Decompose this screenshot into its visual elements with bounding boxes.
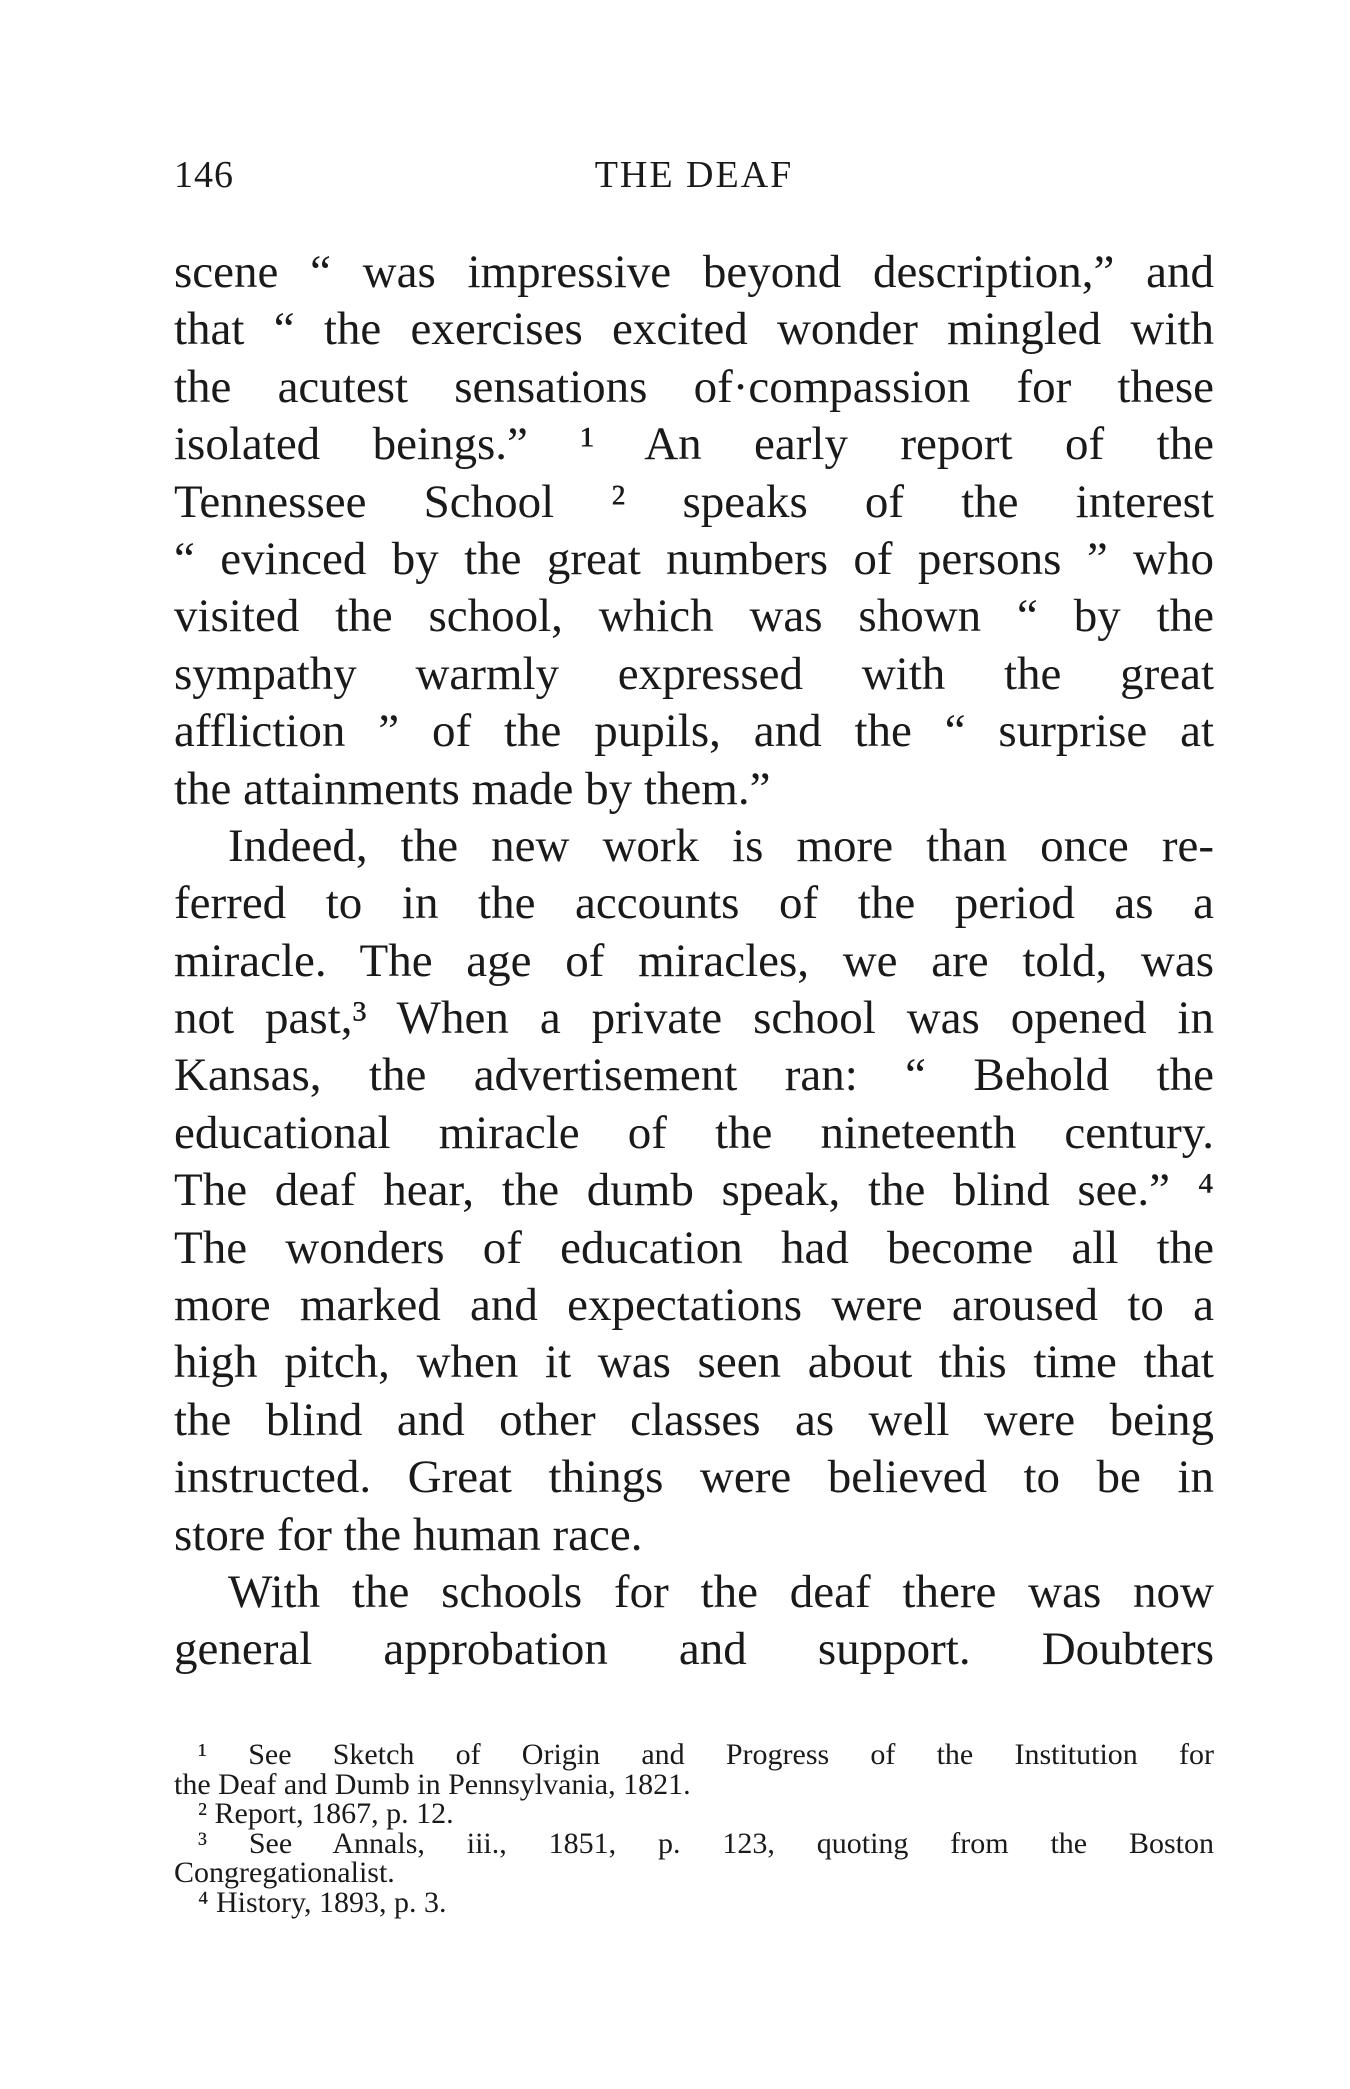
- body-text: [174, 244, 1214, 1679]
- footnote-line: ¹ See Sketch of Origin and Progress of the Institution for: [198, 1738, 1214, 1771]
- body-line: The wonders of education had become all the: [174, 1221, 1214, 1274]
- body-line: store for the human race.: [174, 1508, 643, 1561]
- body-line: the attainments made by them.”: [174, 762, 771, 815]
- body-line: the blind and other classes as well were being: [174, 1393, 1214, 1446]
- running-title: THE DEAF: [594, 154, 794, 196]
- body-line: visited the school, which was shown “ by the: [174, 590, 1214, 643]
- body-line: instructed. Great things were believed to be in: [174, 1451, 1214, 1504]
- body-line: not past,³ When a private school was opened in: [174, 992, 1214, 1045]
- page-number: 146: [174, 154, 234, 196]
- paragraph-start-line: With the schools for the deaf there was now: [228, 1565, 1214, 1618]
- footnote-line: ² Report, 1867, p. 12.: [198, 1797, 454, 1830]
- body-line: the acutest sensations of·compassion for these: [174, 360, 1214, 413]
- footnote-line: Congregationalist.: [174, 1856, 395, 1889]
- body-line: The deaf hear, the dumb speak, the blind see.” ⁴: [174, 1164, 1214, 1217]
- body-line: affliction ” of the pupils, and the “ surprise at: [174, 705, 1214, 758]
- body-line: ferred to in the accounts of the period as a: [174, 877, 1214, 930]
- body-line: sympathy warmly expressed with the great: [174, 647, 1214, 700]
- body-line: Kansas, the advertisement ran: “ Behold the: [174, 1049, 1214, 1102]
- body-line: Tennessee School ² speaks of the interest: [174, 475, 1214, 528]
- body-line: general approbation and support. Doubters: [174, 1623, 1214, 1676]
- body-line: high pitch, when it was seen about this time that: [174, 1336, 1214, 1389]
- body-line: “ evinced by the great numbers of persons ” who: [174, 532, 1214, 585]
- body-line: scene “ was impressive beyond description,” and: [174, 246, 1214, 298]
- body-line: educational miracle of the nineteenth century.: [174, 1106, 1214, 1159]
- body-line: that “ the exercises excited wonder mingled with: [174, 303, 1214, 356]
- paragraph-start-line: Indeed, the new work is more than once re-: [228, 819, 1214, 872]
- footnote-line: ³ See Annals, iii., 1851, p. 123, quoting from the Boston: [198, 1826, 1214, 1860]
- body-line: more marked and expectations were aroused to a: [174, 1279, 1214, 1332]
- body-line: miracle. The age of miracles, we are told, was: [174, 934, 1214, 987]
- body-line: isolated beings.” ¹ An early report of the: [174, 418, 1214, 471]
- footnote-line: ⁴ History, 1893, p. 3.: [198, 1885, 447, 1919]
- footnotes: [174, 1740, 1214, 1917]
- page-header: [174, 150, 1214, 200]
- footnote-line: the Deaf and Dumb in Pennsylvania, 1821.: [174, 1767, 691, 1801]
